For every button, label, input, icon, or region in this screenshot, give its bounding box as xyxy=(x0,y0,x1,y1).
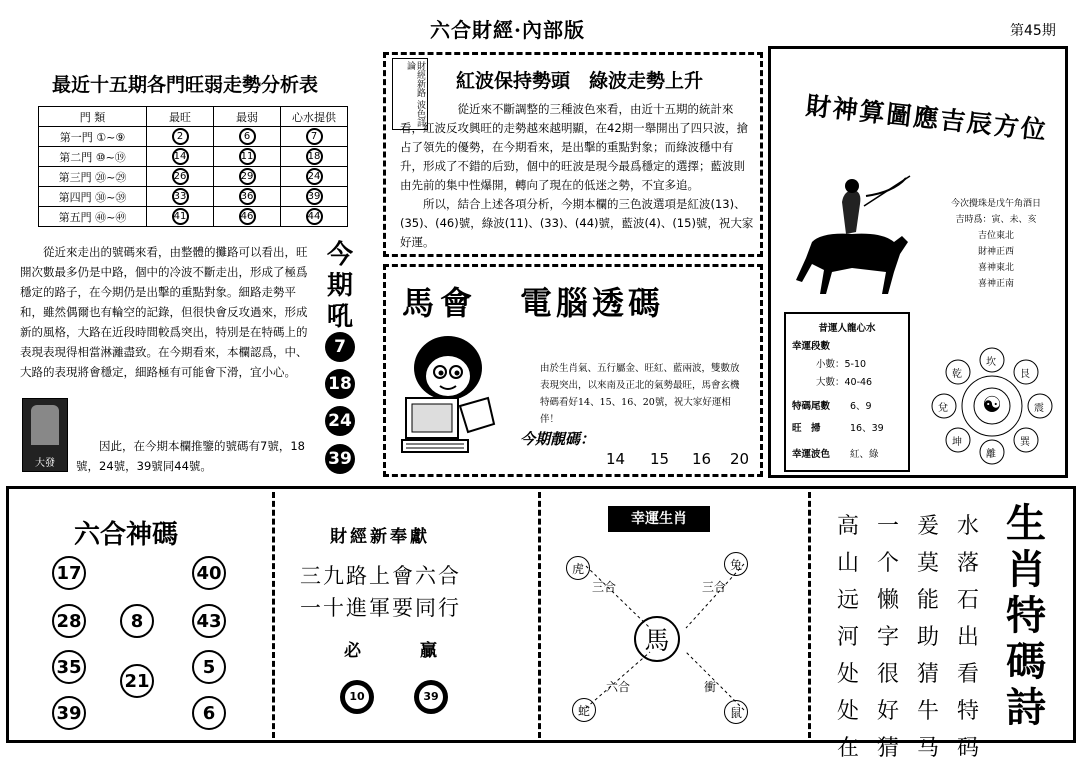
lucky-box-title: 昔運人龍心水 xyxy=(818,323,876,334)
range-end: ⑲ xyxy=(114,150,126,164)
thumbnail-caption: 大發 xyxy=(35,458,55,469)
info-line: 吉位東北 xyxy=(977,231,1014,241)
table-row xyxy=(39,207,348,227)
hot-number: 41 xyxy=(172,208,189,225)
six-numbers-title: 六合神碼 xyxy=(74,520,179,550)
number-ball: 35 xyxy=(52,650,86,684)
gate-label: 第四門 xyxy=(58,190,92,204)
poem-line: 三九路上會六合 xyxy=(300,564,461,588)
lucky-number: 16 xyxy=(692,450,712,468)
range-sep: ~ xyxy=(106,190,116,204)
pick-number: 39 xyxy=(306,188,323,205)
today-pick-ball: 24 xyxy=(325,406,355,436)
lucky-number: 15 xyxy=(650,450,670,468)
trigram-label: 乾 xyxy=(952,369,962,380)
wang-label: 旺 掃 xyxy=(792,423,821,434)
special-title-char: 詩 xyxy=(1006,684,1046,731)
range-end: ⑨ xyxy=(115,130,126,144)
trend-title: 最近十五期各門旺弱走勢分析表 xyxy=(52,74,319,96)
zodiac-rat: 鼠 xyxy=(724,700,748,724)
number-ball: 5 xyxy=(192,650,226,684)
trigram-label: 坤 xyxy=(952,437,962,448)
range-end: ㊴ xyxy=(115,190,127,204)
trigram-label: 艮 xyxy=(1020,369,1030,380)
divider xyxy=(808,492,811,738)
poem-column: 高山远河处处在 xyxy=(836,514,859,761)
wave-paragraph: 所以，結合上述各項分析，今期本欄的三色波選項是紅波(13)、(35)、(46)號，綠波(11)、(33)、(44)號，藍波(4)、(15)號，祝大家好運。 xyxy=(400,197,754,249)
hot-number: 33 xyxy=(172,188,189,205)
poem-column: 爰莫能助猜牛马 xyxy=(916,514,939,761)
thumbnail-image xyxy=(22,398,68,472)
cold-number: 6 xyxy=(239,128,256,145)
gate-label: 第一門 xyxy=(59,130,93,144)
table-header: 心水提供 xyxy=(281,107,348,127)
cold-number: 46 xyxy=(239,208,256,225)
number-ball: 28 xyxy=(52,604,86,638)
special-title-char: 生 xyxy=(1006,500,1046,547)
wave-paragraph: 從近來不斷調整的三種波色來看，由近十五期的統計來看，紅波反攻興旺的走勢越來越明顯，在42期一舉開出了四只波，搶占了領先的優勢，在今期看來，是出擊的重點對象；而綠波穩中有升，形成了不錯的后勁，個中的旺波是現今最爲穩定的選擇；藍波則由先前的集中性爆開，轉向了現在的低迷之勢，不宜多追。 xyxy=(400,102,749,192)
trigram-label: 離 xyxy=(986,449,996,460)
number-ball: 43 xyxy=(192,604,226,638)
computer-text: 由於生肖氣、五行屬金、旺紅、藍兩波，雙數放表現突出，以來南及正北的氣勢最旺，馬會玄機特碼看好14、15、16、20號，祝大家好運相伴！ xyxy=(540,363,740,425)
number-ball: 8 xyxy=(120,604,154,638)
range-sep: ~ xyxy=(106,130,116,144)
lucky-number: 20 xyxy=(730,450,750,468)
number-ball: 17 xyxy=(52,556,86,590)
pick-number: 18 xyxy=(306,148,323,165)
sanhe-label: 三合 xyxy=(592,580,617,594)
lucky-box xyxy=(784,312,910,472)
page-title: 六合財經·內部版 xyxy=(430,18,585,42)
liuhe-label: 六合 xyxy=(606,680,631,694)
win-char: 贏 xyxy=(420,641,437,661)
range-sep: ~ xyxy=(106,210,116,224)
lucky-number-label: 幸運段數 xyxy=(792,341,831,352)
pick-number: 24 xyxy=(306,168,323,185)
range-end: ㉙ xyxy=(115,170,127,184)
tail-value: 6、9 xyxy=(850,401,872,412)
wave-title: 紅波保持勢頭 綠波走勢上升 xyxy=(456,70,704,92)
range-start: ㊵ xyxy=(95,210,107,224)
pick-number: 44 xyxy=(306,208,323,225)
poem-column: 一个懒字很好猜 xyxy=(876,514,899,761)
color-label: 幸運波色 xyxy=(792,449,831,460)
zodiac-rabbit: 兔 xyxy=(724,552,748,576)
wave-vertical-label: 財經新路 波色詳論 xyxy=(392,58,428,130)
today-pick-ball: 18 xyxy=(325,369,355,399)
special-title-char: 肖 xyxy=(1006,546,1046,593)
gate-label: 第二門 xyxy=(59,150,93,164)
zodiac-center-horse: 馬 xyxy=(634,616,680,662)
gate-label: 第三門 xyxy=(58,170,92,184)
trigram-label: 震 xyxy=(1034,403,1044,414)
table-header: 門 類 xyxy=(39,107,147,127)
cold-number: 11 xyxy=(239,148,256,165)
table-row xyxy=(39,147,348,167)
table-row xyxy=(39,127,348,147)
number-ball: 40 xyxy=(192,556,226,590)
sanhe-label: 三合 xyxy=(702,580,727,594)
today-picks-title: 今期吼 xyxy=(326,240,353,332)
special-title-char: 特 xyxy=(1006,592,1046,639)
range-sep: ~ xyxy=(106,170,116,184)
zodiac-tiger: 虎 xyxy=(566,556,590,580)
table-header: 最弱 xyxy=(214,107,281,127)
bagua-wheel xyxy=(928,344,1056,468)
special-title-char: 碼 xyxy=(1006,638,1046,685)
trigram-label: 巽 xyxy=(1020,437,1030,448)
trigram-label: 坎 xyxy=(986,357,996,368)
range-end: ㊾ xyxy=(115,210,127,224)
info-line: 今次攪珠是戊午角酒日 xyxy=(950,199,1041,209)
poem-title: 財經新奉獻 xyxy=(330,527,430,547)
info-line: 財神正西 xyxy=(977,247,1014,257)
table-row xyxy=(39,187,348,207)
cold-number: 36 xyxy=(239,188,256,205)
must-char: 必 xyxy=(344,641,361,661)
zodiac-title: 幸運生肖 xyxy=(608,506,710,532)
wang-value: 16、39 xyxy=(850,423,884,434)
trend-table xyxy=(38,106,348,227)
number-ball: 6 xyxy=(192,696,226,730)
lucky-numbers-label: 今期靚碼： xyxy=(520,430,596,448)
computer-title-b: 電腦透碼 xyxy=(520,284,665,322)
issue-number: 第45期 xyxy=(1010,23,1056,39)
pick-number: 7 xyxy=(306,128,323,145)
lucky-number: 14 xyxy=(606,450,626,468)
color-value: 紅、綠 xyxy=(850,449,879,460)
poem-line: 一十進軍要同行 xyxy=(300,596,461,620)
fortune-info xyxy=(930,196,1062,292)
fortune-title: 財神算圖應吉辰方位 xyxy=(804,90,1050,146)
yin-yang-icon: ☯ xyxy=(982,393,1002,418)
general-on-horse-illustration xyxy=(782,172,922,298)
number-ball: 21 xyxy=(120,664,154,698)
poem-number-ball xyxy=(340,680,374,714)
range-start: ⑳ xyxy=(95,170,107,184)
poem-column: 水落石出看特码 xyxy=(956,514,979,761)
trend-conclusion: 因此，在今期本欄推鑒的號碼有7號，18號，24號，39號同44號。 xyxy=(76,439,305,473)
poem-number: 10 xyxy=(345,685,369,709)
hot-number: 2 xyxy=(172,128,189,145)
range-start: ① xyxy=(96,130,107,144)
info-line: 喜神正南 xyxy=(977,279,1014,289)
cold-number: 29 xyxy=(239,168,256,185)
chong-label: 衝 xyxy=(704,680,717,694)
range-start: ⑩ xyxy=(95,150,106,164)
poem-number: 39 xyxy=(419,685,443,709)
big-range: 大數：40-46 xyxy=(816,377,873,388)
gate-label: 第五門 xyxy=(58,210,92,224)
divider xyxy=(538,492,541,738)
zodiac-snake: 蛇 xyxy=(572,698,596,722)
wave-body xyxy=(400,100,754,252)
hot-number: 14 xyxy=(172,148,189,165)
trigram-label: 兌 xyxy=(938,403,948,414)
hot-number: 26 xyxy=(172,168,189,185)
poem-number-ball xyxy=(414,680,448,714)
table-row xyxy=(39,167,348,187)
computer-title-a: 馬會 xyxy=(402,284,479,322)
tail-label: 特碼尾數 xyxy=(792,401,831,412)
today-pick-ball: 7 xyxy=(325,332,355,362)
divider xyxy=(272,492,275,738)
info-line: 喜神東北 xyxy=(977,263,1014,273)
range-sep: ~ xyxy=(105,150,115,164)
number-ball: 39 xyxy=(52,696,86,730)
today-pick-ball: 39 xyxy=(325,444,355,474)
table-header: 最旺 xyxy=(147,107,214,127)
info-line: 吉時爲：寅、未、亥 xyxy=(955,215,1037,225)
range-start: ㉚ xyxy=(95,190,107,204)
mascot-illustration xyxy=(398,328,526,464)
trend-paragraph: 從近來走出的號碼來看，由整體的攤路可以看出，旺開次數最多仍是中路，個中的冷波不斷走出，形成了極爲穩定的路子，在今期仍是出擊的重點對象。細路走勢平和，雖然偶爾也有輪空的記錄，但很快會反攻過來，形成新的風格，大路在近段時間較爲突出，特別是在特碼上的表現表現得相當淋灕盡致。在今期看來，本欄認爲，中、大路的表現將會穩定，細路極有可能會下滑，宜小心。 xyxy=(20,245,308,379)
small-range: 小數：5-10 xyxy=(816,359,867,370)
